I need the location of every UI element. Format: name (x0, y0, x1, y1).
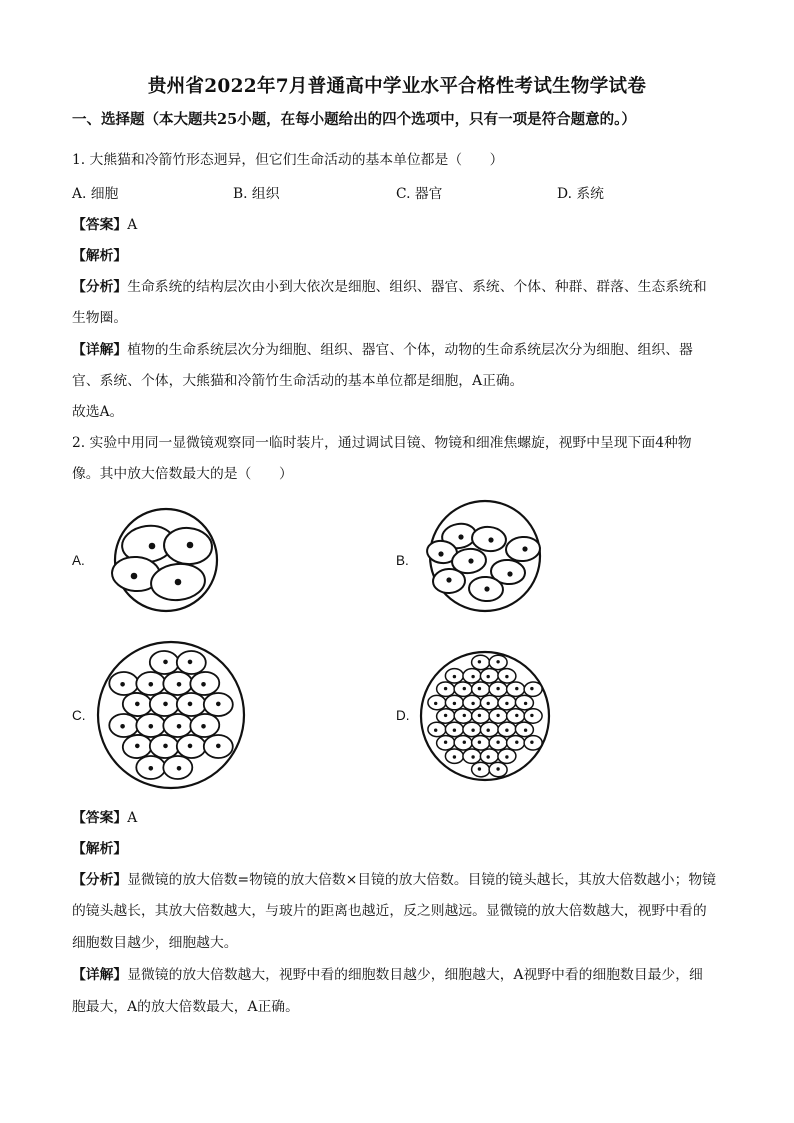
nucleus (515, 741, 518, 744)
q2-fenxi-line-3: 细胞数目越少，细胞越大。 (72, 935, 238, 951)
nucleus (530, 714, 533, 717)
nucleus (471, 755, 474, 758)
nucleus (478, 714, 481, 717)
nucleus (188, 744, 193, 749)
nucleus (505, 675, 508, 678)
nucleus (463, 687, 466, 690)
nucleus (515, 687, 518, 690)
q1-option-b: B. 组织 (233, 186, 280, 202)
nucleus (216, 702, 221, 707)
page-title: 贵州省2022年7月普通高中学业水平合格性考试生物学试卷 (147, 76, 647, 97)
nucleus (524, 702, 527, 705)
nucleus (471, 729, 474, 732)
nucleus (488, 537, 493, 542)
nucleus (201, 724, 206, 729)
q2-answer-tag: 【答案】 (72, 810, 128, 826)
nucleus (453, 675, 456, 678)
nucleus (487, 702, 490, 705)
nucleus (478, 687, 481, 690)
nucleus (453, 755, 456, 758)
nucleus (149, 724, 154, 729)
q2-answer-value: A (127, 810, 138, 826)
q2-xiangjie-line-2: 胞最大，A的放大倍数最大，A正确。 (72, 999, 299, 1015)
figure-a (96, 508, 236, 612)
q1-xiangjie-line-1: 植物的生命系统层次分为细胞、组织、器官、个体，动物的生命系统层次分为细胞、组织、器 (127, 342, 693, 358)
nucleus (463, 741, 466, 744)
nucleus (120, 724, 125, 729)
nucleus (444, 714, 447, 717)
nucleus (434, 702, 437, 705)
nucleus (177, 682, 182, 687)
nucleus (471, 675, 474, 678)
nucleus (135, 744, 140, 749)
nucleus (471, 702, 474, 705)
figure-label-c: C. (72, 708, 86, 723)
q2-fenxi-tag: 【分析】 (72, 872, 128, 888)
nucleus (163, 744, 168, 749)
figure-b (421, 500, 549, 612)
nucleus (458, 534, 463, 539)
q2-stem-line-1: 2. 实验中用同一显微镜观察同一临时装片，通过调试目镜、物镜和细准焦螺旋，视野中呈现下面4种物 (72, 435, 692, 451)
nucleus (463, 714, 466, 717)
nucleus (434, 729, 437, 732)
q2-analysis-tag: 【解析】 (72, 841, 128, 857)
nucleus (530, 687, 533, 690)
nucleus (507, 571, 512, 576)
nucleus (135, 702, 140, 707)
nucleus (453, 729, 456, 732)
nucleus (487, 729, 490, 732)
nucleus (187, 542, 194, 549)
q1-xiangjie (72, 338, 693, 358)
nucleus (496, 767, 499, 770)
nucleus (216, 744, 221, 749)
q1-option-a: A. 细胞 (72, 186, 119, 202)
q1-stem: 1. 大熊猫和冷箭竹形态迥异，但它们生命活动的基本单位都是（ ） (72, 152, 504, 168)
nucleus (120, 682, 125, 687)
nucleus (496, 741, 499, 744)
nucleus (487, 675, 490, 678)
q1-conclusion: 故选A。 (72, 404, 124, 420)
q2-xiangjie (72, 963, 703, 983)
q1-fenxi (72, 275, 707, 295)
nucleus (530, 741, 533, 744)
q2-stem-line-2: 像。其中放大倍数最大的是（ ） (72, 466, 293, 482)
q1-answer (72, 213, 137, 233)
figure-d (418, 652, 552, 780)
figure-label-a: A. (72, 553, 85, 568)
nucleus (149, 543, 156, 550)
q1-xiangjie-tag: 【详解】 (72, 342, 128, 358)
nucleus (163, 702, 168, 707)
nucleus (188, 702, 193, 707)
nucleus (444, 741, 447, 744)
q1-fenxi-line-2: 生物圈。 (72, 310, 128, 326)
figure-c (95, 642, 247, 790)
q1-xiangjie-line-2: 官、系统、个体，大熊猫和冷箭竹生命活动的基本单位都是细胞，A正确。 (72, 373, 524, 389)
nucleus (505, 755, 508, 758)
nucleus (478, 741, 481, 744)
nucleus (177, 766, 182, 771)
nucleus (496, 660, 499, 663)
nucleus (524, 729, 527, 732)
nucleus (163, 660, 168, 665)
q2-xiangjie-tag: 【详解】 (72, 967, 128, 983)
q1-fenxi-tag: 【分析】 (72, 279, 128, 295)
nucleus (478, 660, 481, 663)
q2-fenxi (72, 868, 716, 888)
nucleus (505, 702, 508, 705)
nucleus (478, 767, 481, 770)
nucleus (468, 558, 473, 563)
nucleus (131, 573, 138, 580)
q1-option-c: C. 器官 (396, 186, 443, 202)
q1-answer-value: A (127, 217, 138, 233)
nucleus (446, 577, 451, 582)
q2-fenxi-line-1: 显微镜的放大倍数=物镜的放大倍数×目镜的放大倍数。目镜的镜头越长，其放大倍数越小；物镜 (127, 872, 716, 888)
nucleus (149, 682, 154, 687)
q1-fenxi-line-1: 生命系统的结构层次由小到大依次是细胞、组织、器官、系统、个体、种群、群落、生态系统和 (127, 279, 707, 295)
q1-analysis-tag: 【解析】 (72, 248, 128, 264)
nucleus (188, 660, 193, 665)
figure-label-d: D. (396, 708, 410, 723)
nucleus (496, 687, 499, 690)
nucleus (484, 586, 489, 591)
nucleus (487, 755, 490, 758)
nucleus (438, 551, 443, 556)
q1-answer-tag: 【答案】 (72, 217, 128, 233)
q2-xiangjie-line-1: 显微镜的放大倍数越大，视野中看的细胞数目越少，细胞越大，A视野中看的细胞数目最少，细 (127, 967, 703, 983)
q1-option-d: D. 系统 (557, 186, 604, 202)
nucleus (444, 687, 447, 690)
nucleus (505, 729, 508, 732)
nucleus (177, 724, 182, 729)
q2-fenxi-line-2: 的镜头越长，其放大倍数越大，与玻片的距离也越近，反之则越远。显微镜的放大倍数越大，视野中看的 (72, 903, 707, 919)
nucleus (515, 714, 518, 717)
nucleus (201, 682, 206, 687)
figure-label-b: B. (396, 553, 409, 568)
nucleus (453, 702, 456, 705)
nucleus (496, 714, 499, 717)
nucleus (149, 766, 154, 771)
q2-answer (72, 806, 137, 826)
nucleus (522, 546, 527, 551)
section-heading: 一、选择题（本大题共25小题，在每小题给出的四个选项中，只有一项是符合题意的。） (72, 111, 636, 128)
nucleus (175, 579, 182, 586)
